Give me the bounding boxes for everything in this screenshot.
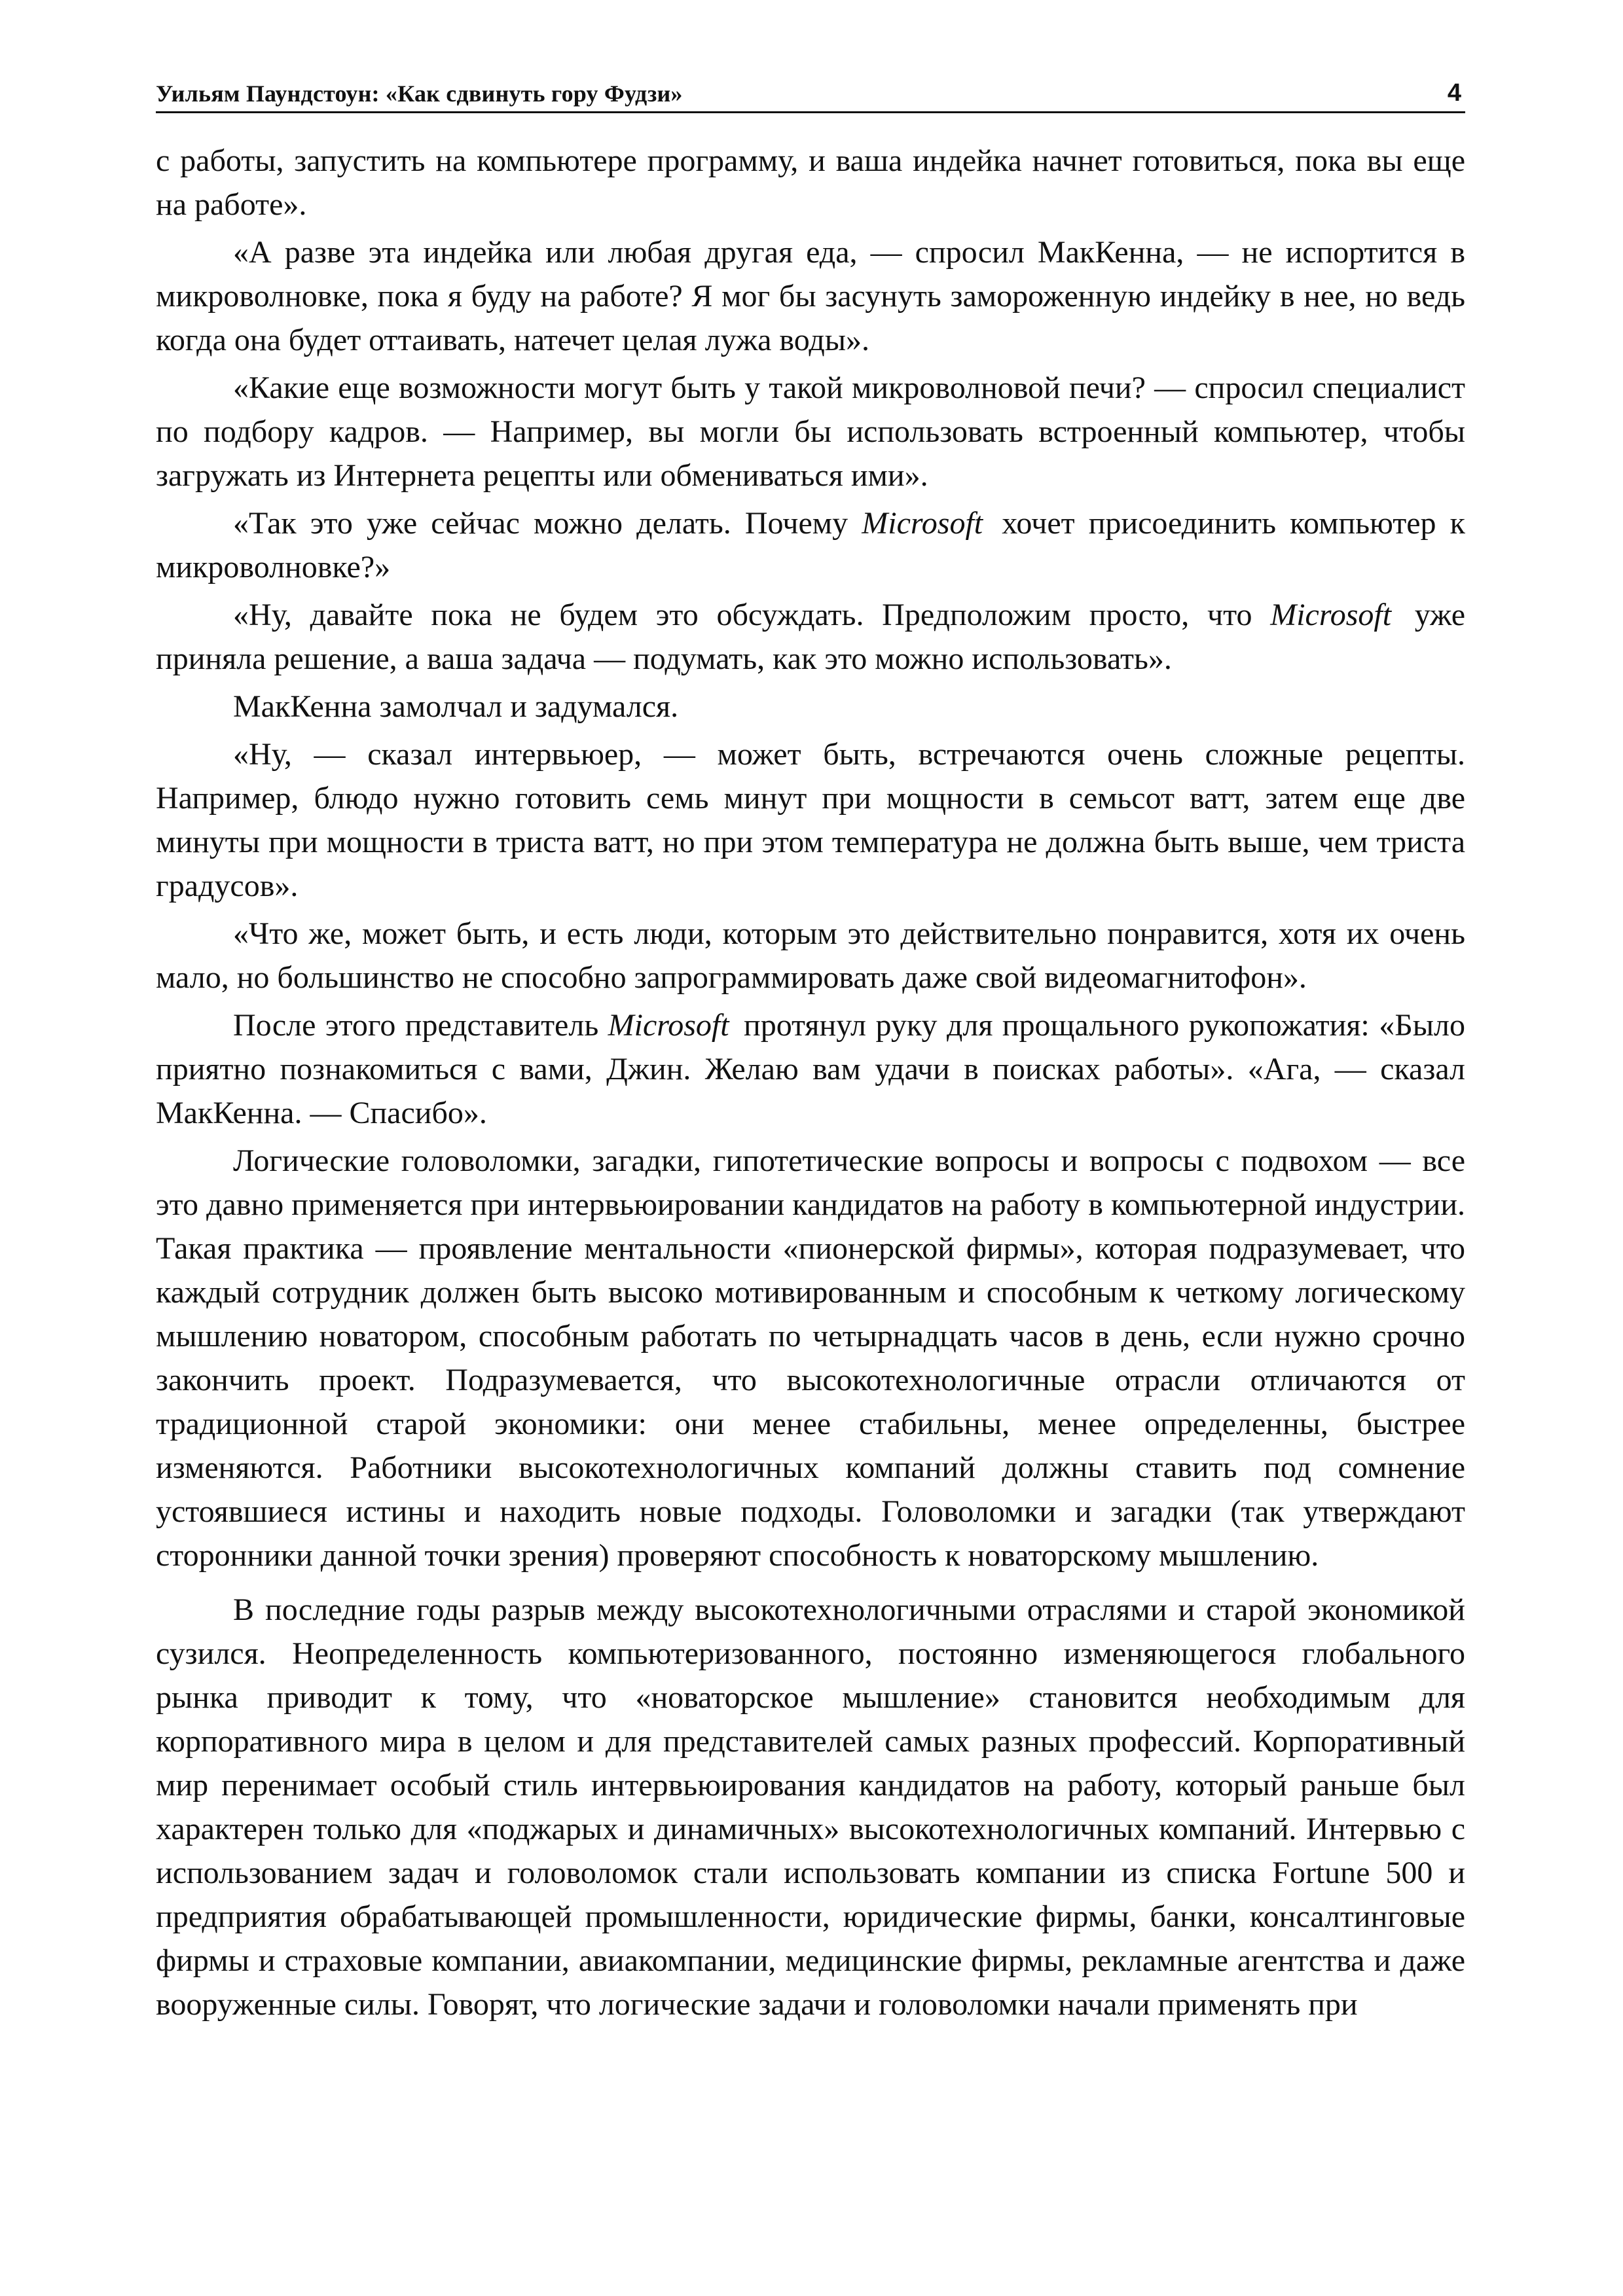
paragraph-5-text-start: «Ну, давайте пока не будем это обсуждать. Предположим просто, что (233, 598, 1271, 632)
paragraph-3: «Какие еще возможности могут быть у такой микроволновой печи? — спросил специалист по подбору кадров. — Например, вы могли бы использовать встроенный компьютер, чтобы загружать из Интернета рецепты или обмениваться ими». (156, 370, 1465, 493)
paragraph-9 (156, 1003, 1465, 1135)
paragraph-4-text-end: хочет присоединить компьютер к микроволновке?» (156, 506, 1465, 584)
paragraph-1: с работы, запустить на компьютере программу, и ваша индейка начнет готовиться, пока вы еще на работе». (156, 143, 1465, 222)
document-page (156, 0, 1465, 2296)
page-number: 4 (1447, 79, 1461, 107)
paragraph-10: Логические головоломки, загадки, гипотетические вопросы и вопросы с подвохом — все это давно применяется при интервьюировании кандидатов на работу в компьютерной индустрии. Такая практика — проявление ментальности «пионерской фирмы», которая подразумевает, что каждый сотрудник должен быть высоко мотивированным и способным к четкому логическому мышлению новатором, способным работать по четырнадцать часов в день, если нужно срочно закончить проект. Подразумевается, что высокотехнологичные отрасли отличаются от традиционной старой экономики: они менее стабильны, менее определенны, быстрее изменяются. Работники высокотехнологичных компаний должны ставить под сомнение устоявшиеся истины и находить новые подходы. Головоломки и загадки (так утверждают сторонники данной точки зрения) проверяют способность к новаторскому мышлению. (156, 1143, 1465, 1573)
paragraph-6: МакКенна замолчал и задумался. (233, 689, 679, 724)
book-title-header: Уильям Паундстоун: «Как сдвинуть гору Фудзи» (156, 81, 683, 107)
running-header (156, 73, 1465, 113)
paragraph-9-text-start: После этого представитель (233, 1008, 608, 1043)
paragraph-2: «А разве эта индейка или любая другая еда, — спросил МакКенна, — не испортится в микроволновке, пока я буду на работе? Я мог бы засунуть замороженную индейку в нее, но ведь когда она будет оттаивать, натечет целая лужа воды». (156, 235, 1465, 357)
paragraph-9-text-end: протянул руку для прощального рукопожатия: «Было приятно познакомиться с вами, Джин. Желаю вам удачи в поисках работы». «Ага, — сказал МакКенна. — Спасибо». (156, 1008, 1465, 1130)
paragraph-5 (156, 593, 1465, 681)
paragraph-8: «Что же, может быть, и есть люди, которым это действительно понравится, хотя их очень мало, но большинство не способно запрограммировать даже свой видеомагнитофон». (156, 916, 1465, 995)
paragraph-11: В последние годы разрыв между высокотехнологичными отраслями и старой экономикой сузился. Неопределенность компьютеризованного, постоянно изменяющегося глобального рынка приводит к тому, что «новаторское мышление» становится необходимым для корпоративного мира в целом и для представителей самых разных профессий. Корпоративный мир перенимает особый стиль интервьюирования кандидатов на работу, который раньше был характерен только для «поджарых и динамичных» высокотехнологичных компаний. Интервью с использованием задач и головоломок стали использовать компании из списка Fortune 500 и предприятия обрабатывающей промышленности, юридические фирмы, банки, консалтинговые фирмы и страховые компании, авиакомпании, медицинские фирмы, рекламные агентства и даже вооруженные силы. Говорят, что логические задачи и головоломки начали применять при (156, 1592, 1465, 2022)
paragraph-5-text-end: уже приняла решение, а ваша задача — подумать, как это можно использовать». (156, 598, 1466, 676)
body-text (156, 139, 1465, 2030)
microsoft-italic: Microsoft (608, 1008, 729, 1043)
paragraph-4-text-start: «Так это уже сейчас можно делать. Почему (233, 506, 862, 541)
microsoft-italic: Microsoft (1270, 598, 1392, 632)
paragraph-4 (156, 501, 1465, 589)
microsoft-italic: Microsoft (862, 506, 983, 541)
paragraph-7: «Ну, — сказал интервьюер, — может быть, встречаются очень сложные рецепты. Например, блюдо нужно готовить семь минут при мощности в семьсот ватт, затем еще две минуты при мощности в триста ватт, но при этом температура не должна быть выше, чем триста градусов». (156, 737, 1465, 903)
